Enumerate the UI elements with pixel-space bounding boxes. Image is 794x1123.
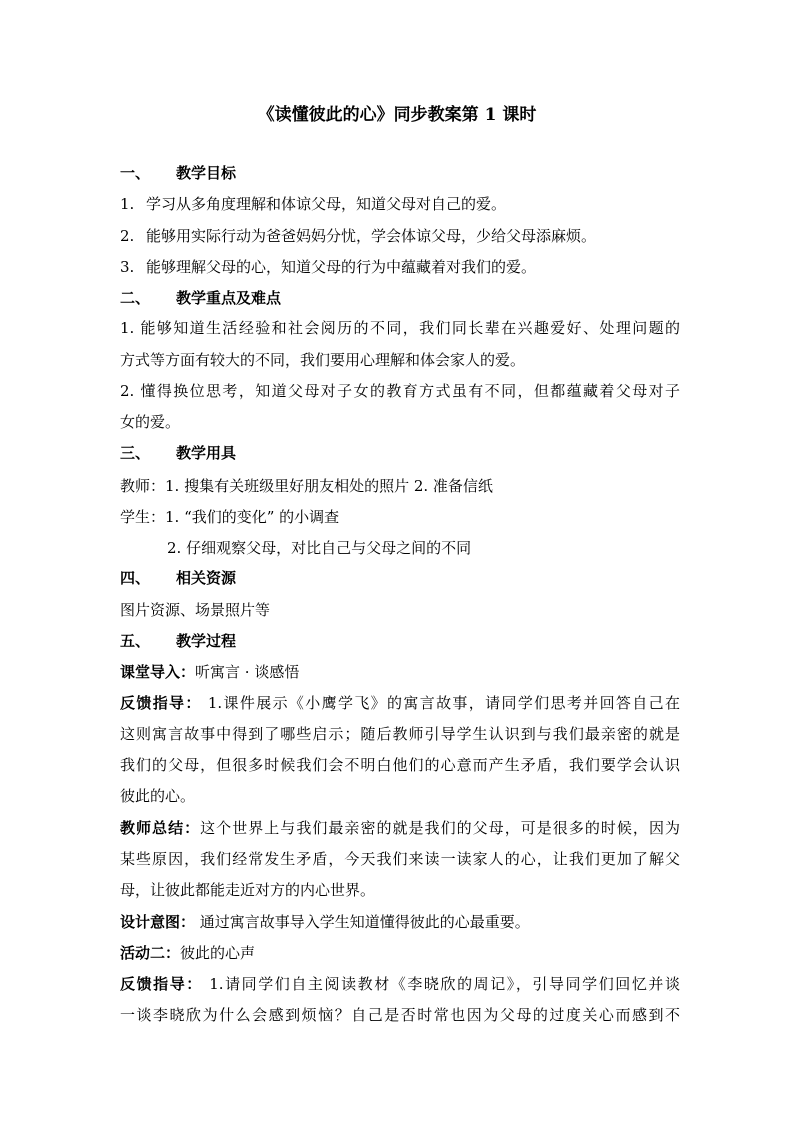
section-number: 四、 [120,569,151,587]
section-heading-3 [120,443,680,464]
paragraph-line: 2. 懂得换位思考，知道父母对子女的教育方式虽有不同，但都蕴藏着父母对子 [120,382,680,400]
document-title: 《读懂彼此的心》同步教案第 1 课时 [257,105,537,125]
section-title: 相关资源 [176,569,237,587]
label-text: 1.请同学们自主阅读教材《李晓欣的周记》，引导同学们回忆并谈 [202,975,680,993]
label-text: 彼此的心声 [180,944,256,962]
list-text: 学习从多角度理解和体谅父母，知道父母对自己的爱。 [146,195,507,213]
list-number: 2. [120,227,135,245]
list-item [120,226,680,247]
paragraph-line: 一谈李晓欣为什么会感到烦恼？自己是否时常也因为父母的过度关心而感到不 [120,1006,680,1024]
section-title: 教学重点及难点 [176,289,282,307]
section-number: 一、 [120,164,151,182]
section-title: 教学过程 [176,632,237,650]
paragraph-line: 母，让彼此都能走近对方的内心世界。 [120,881,376,899]
label: 教师总结： [120,819,201,837]
label: 活动二： [120,944,181,962]
label: 课堂导入： [120,663,196,681]
paragraph-line: 1. 能够知道生活经验和社会阅历的不同，我们同长辈在兴趣爱好、处理问题的 [120,319,680,337]
section-heading-2 [120,288,680,309]
paragraph-line: 我们的父母，但很多时候我们会不明白他们的心意而产生矛盾，我们要学会认识 [120,756,680,774]
list-text: 能够用实际行动为爸爸妈妈分忧，学会体谅父母，少给父母添麻烦。 [146,227,597,245]
section-number: 五、 [120,632,151,650]
label: 反馈指导： [120,694,202,712]
list-item [120,257,680,278]
list-text: 能够理解父母的心，知道父母的行为中蕴藏着对我们的爱。 [146,258,537,276]
section-number: 二、 [120,289,151,307]
teacher-materials: 教师：1. 搜集有关班级里好朋友相处的照片 2. 准备信纸 [120,477,493,495]
design-intent [120,912,680,933]
activity-2 [120,943,680,964]
list-item [120,194,680,215]
label: 反馈指导： [120,975,203,993]
section-number: 三、 [120,444,151,462]
paragraph-line: 女的爱。 [120,413,181,431]
label-text: 这个世界上与我们最亲密的就是我们的父母，可是很多的时候，因为 [200,819,680,837]
paragraph-line: 这则寓言故事中得到了哪些启示；随后教师引导学生认识到与我们最亲密的就是 [120,725,680,743]
label-text: 通过寓言故事导入学生知道懂得彼此的心最重要。 [195,913,530,931]
teacher-summary-line [120,818,680,839]
section-heading-4 [120,568,680,589]
label: 设计意图： [120,913,196,931]
student-materials-2: 2. 仔细观察父母，对比自己与父母之间的不同 [167,539,472,557]
class-intro [120,662,680,683]
section-heading-5 [120,631,680,652]
paragraph-line: 方式等方面有较大的不同，我们要用心理解和体会家人的爱。 [120,351,526,369]
list-number: 1. [120,195,135,213]
feedback-2-line [120,974,680,995]
section-title: 教学目标 [176,164,237,182]
feedback-1-line [120,693,680,714]
section-heading-1 [120,163,680,184]
paragraph-line: 某些原因，我们经常发生矛盾，今天我们来读一读家人的心，让我们更加了解父 [120,850,680,868]
student-materials-1: 学生：1. “我们的变化” 的小调查 [120,508,340,526]
section-title: 教学用具 [176,444,237,462]
label-text: 听寓言 · 谈感悟 [195,663,300,681]
resources-text: 图片资源、场景照片等 [120,601,271,619]
list-number: 3. [120,258,135,276]
label-text: 1.课件展示《小鹰学飞》的寓言故事，请同学们思考并回答自己在 [201,694,680,712]
paragraph-line: 彼此的心。 [120,787,196,805]
